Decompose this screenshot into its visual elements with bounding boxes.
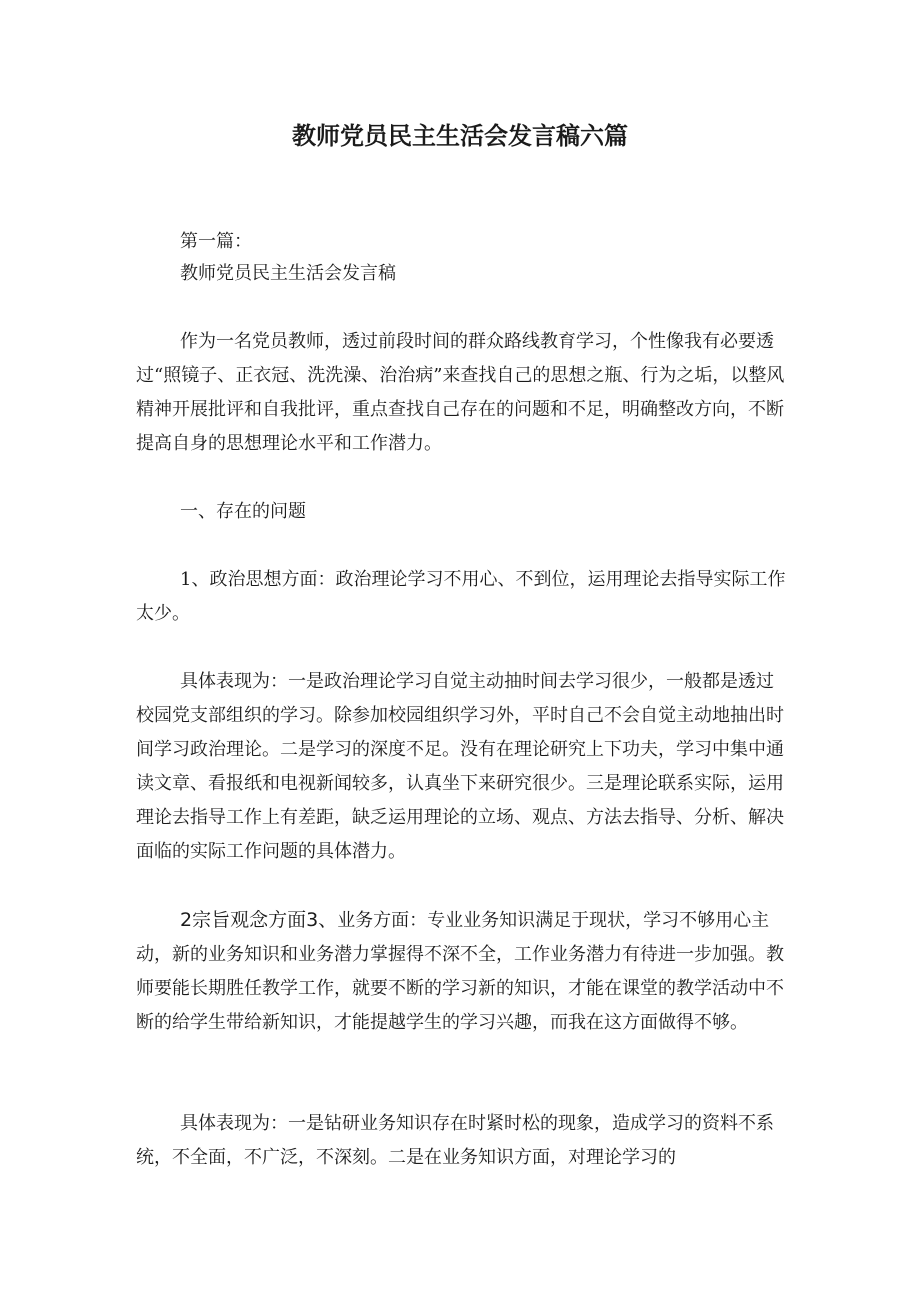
document-title: 教师党员民主生活会发言稿六篇	[292, 122, 628, 150]
detail-political-thought: 具体表现为：一是政治理论学习自觉主动抽时间去学习很少，一般都是透过校园党支部组织的学习。除参加校园组织学习外，平时自己不会自觉主动地抽出时间学习政治理论。二是学习的深度不足。没有在理论研究上下功夫，学习中集中通读文章、看报纸和电视新闻较多，认真坐下来研究很少。三是理论联系实际，运用理论去指导工作上有差距，缺乏运用理论的立场、观点、方法去指导、分析、解决面临的实际工作问题的具体潜力。	[136, 671, 784, 862]
item-business-text: 业务方面：专业业务知识满足于现状，学习不够用心主动，新的业务知识和业务潜力掌握得不深不全，工作业务潜力有待进一步加强。教师要能长期胜任教学工作，就要不断的学习新的知识，才能在课堂的教学活动中不断的给学生带给新知识，才能提越学生的学习兴趣，而我在这方面做得不够。	[136, 910, 784, 1033]
detail-business: 具体表现为：一是钻研业务知识存在时紧时松的现象，造成学习的资料不系统，不全面，不广泛，不深刻。二是在业务知识方面，对理论学习的	[136, 1113, 774, 1168]
item-business-prefix: 2宗旨观念方面3、	[180, 909, 338, 931]
section-label: 第一篇：	[180, 231, 252, 252]
heading-problems: 一、存在的问题	[180, 501, 306, 522]
item-business	[136, 903, 786, 1040]
item-political-thought: 1、政治思想方面：政治理论学习不用心、不到位，运用理论去指导实际工作太少。	[136, 569, 786, 624]
intro-paragraph: 作为一名党员教师，透过前段时间的群众路线教育学习，个性像我有必要透过“照镜子、正衣冠、洗洗澡、治治病”来查找自己的思想之瓶、行为之垢，以整风精神开展批评和自我批评，重点查找自己存在的问题和不足，明确整改方向，不断提高自身的思想理论水平和工作潜力。	[136, 331, 785, 454]
section-title: 教师党员民主生活会发言稿	[180, 263, 396, 284]
